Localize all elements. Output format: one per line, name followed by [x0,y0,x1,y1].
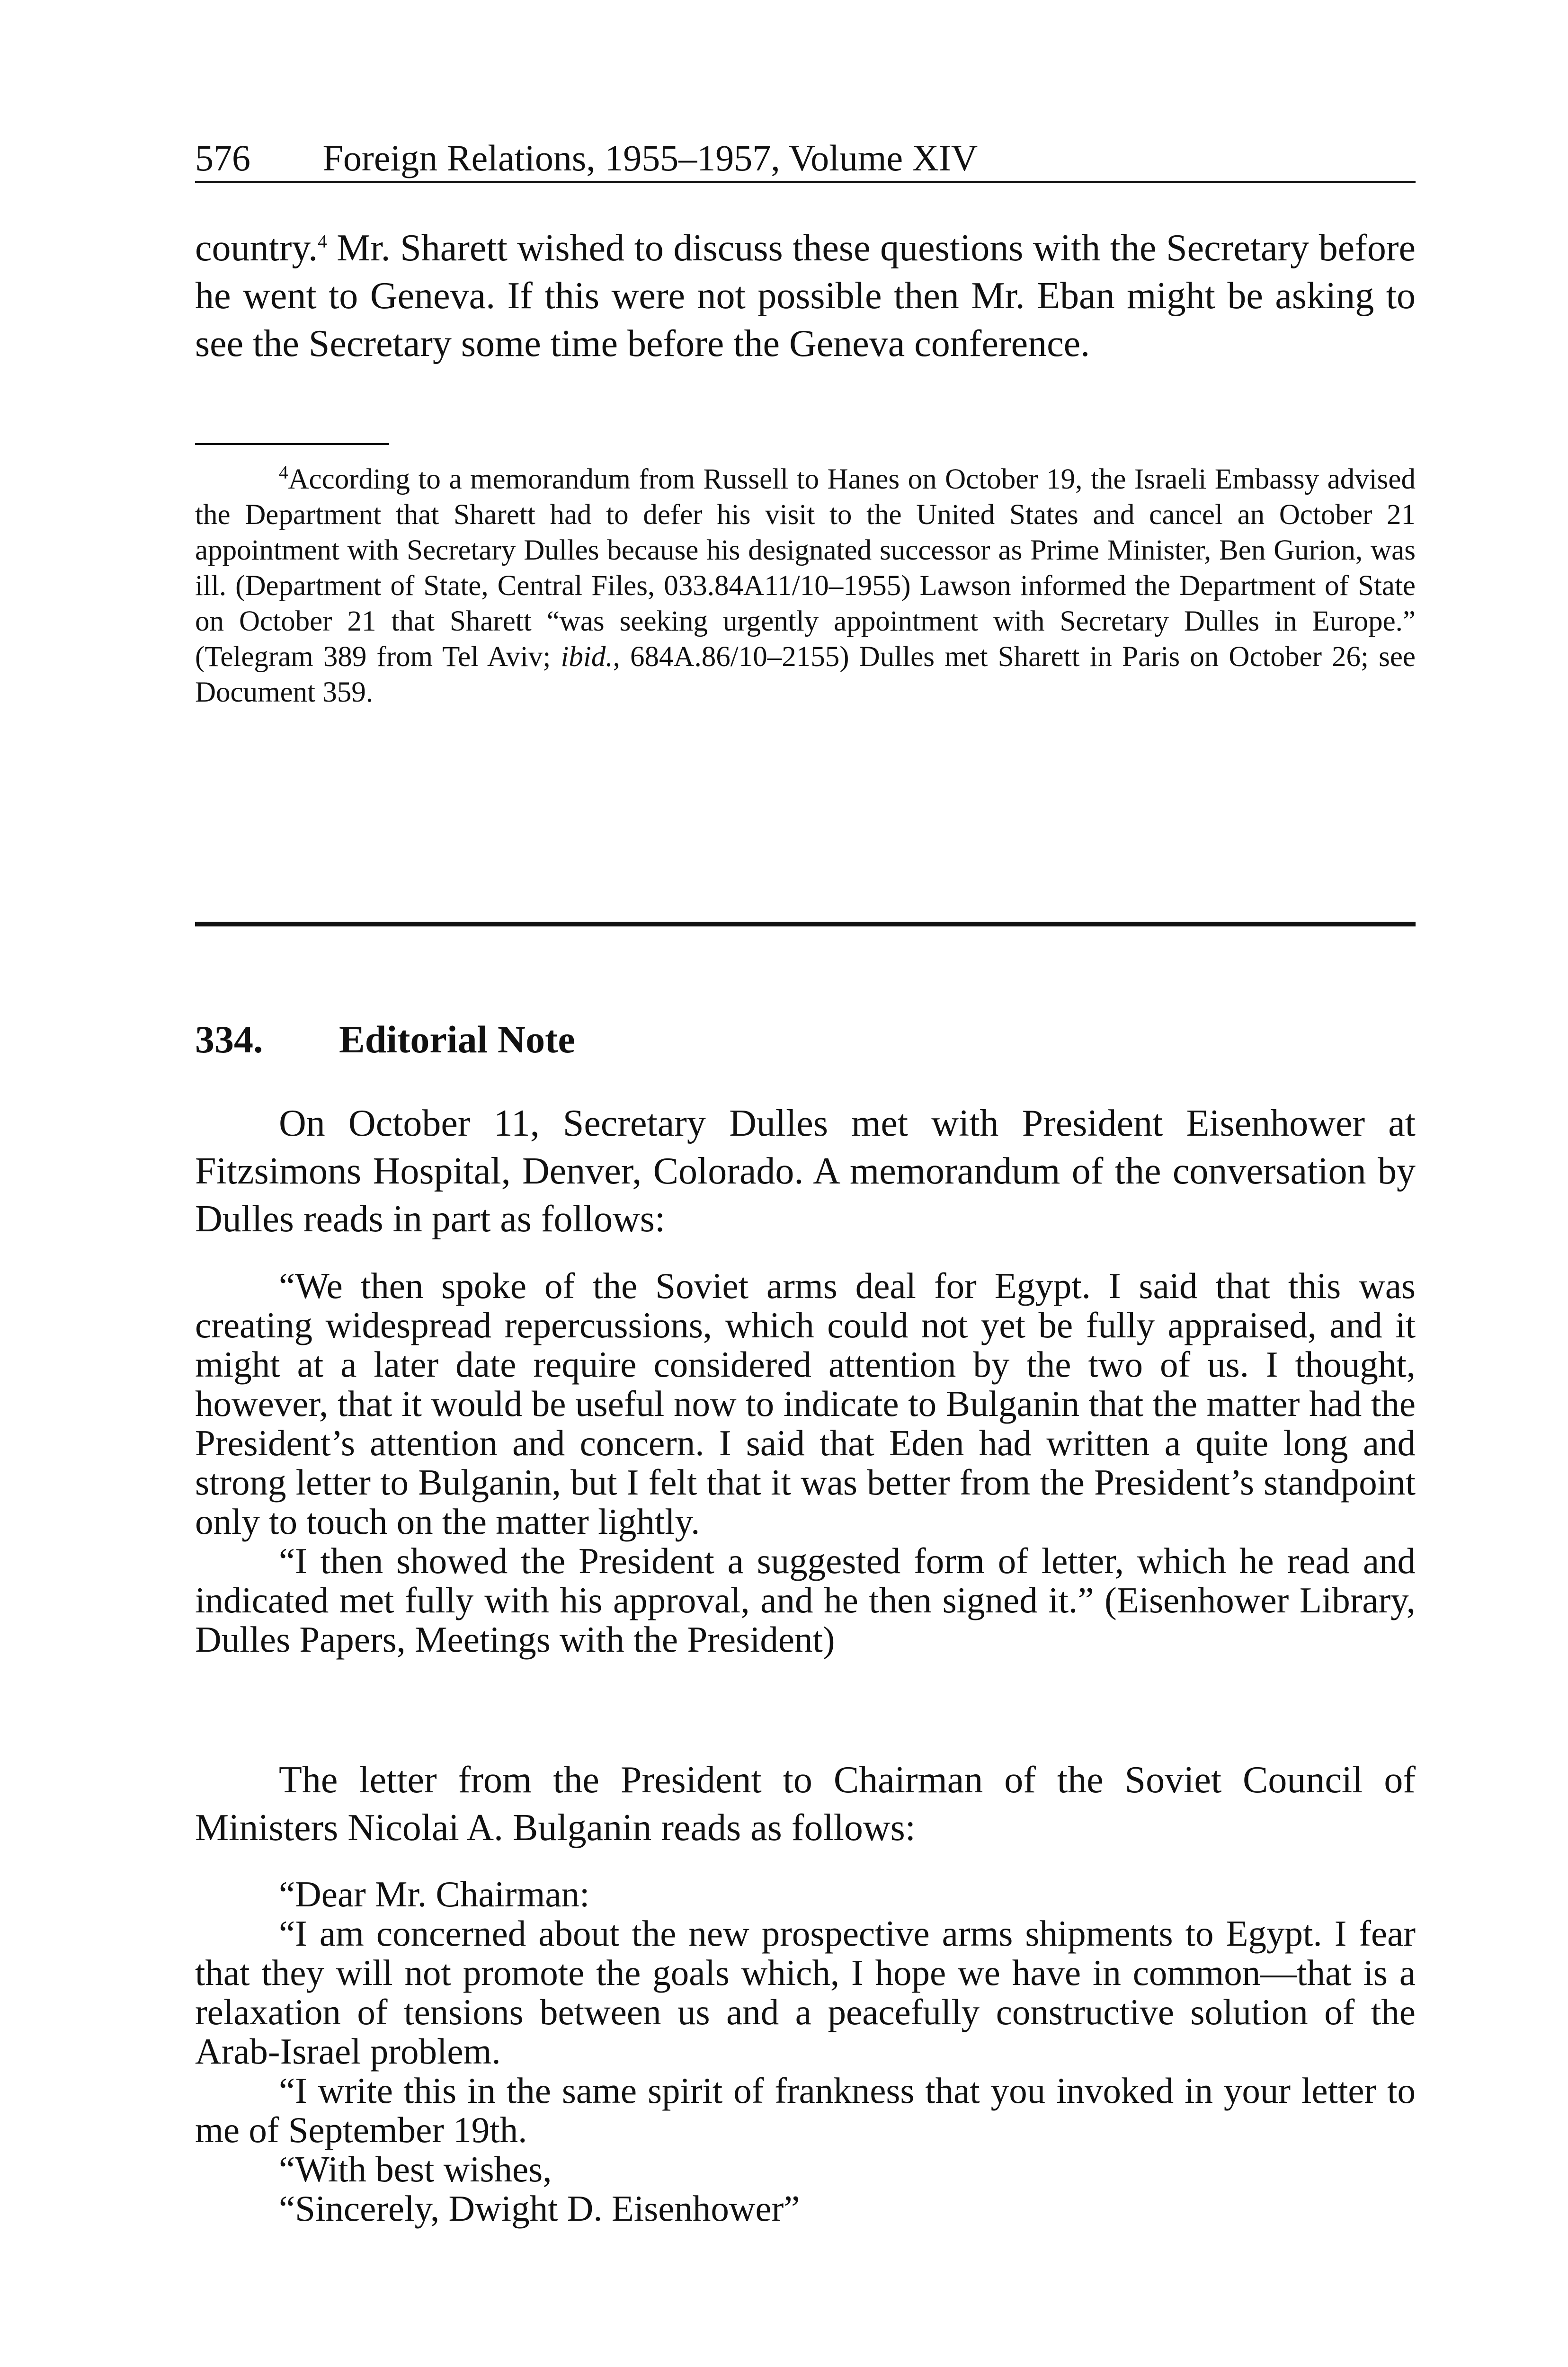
continued-paragraph [195,224,1416,368]
running-title: Foreign Relations, 1955–1957, Volume XIV [322,137,978,178]
memorandum-quote-paragraph: “We then spoke of the Soviet arms deal for Egypt. I said that this was creating widespread repercussions, which could not yet be fully appraised, and it might at a later date require considered attention by the two of us. I thought, however, that it would be useful now to indicate to Bulganin that the matter had the President’s attention and concern. I said that Eden had written a quite long and strong letter to Bulganin, but I felt that it was better from the President’s standpoint only to touch on the matter lightly. [195,1265,1416,1542]
letter-paragraph: “I write this in the same spirit of frankness that you invoked in your letter to me of September 19th. [195,2070,1416,2150]
editorial-note-intro [195,1100,1416,1243]
section-title: Editorial Note [339,1018,575,1061]
continued-paragraph-end: Mr. Sharett wished to discuss these questions with the Secretary before he went to Geneva. If this were not possible then Mr. Eban might be asking to see the Secretary some time before the Geneva conference. [195,227,1416,365]
footnote-divider [195,443,389,445]
letter-intro-paragraph: The letter from the President to Chairman of the Soviet Council of Ministers Nicolai A. Bulganin reads as follows: [195,1759,1416,1849]
footnote [195,462,1416,710]
footnote-ibid: ibid. [561,641,613,673]
continued-paragraph-start: country. [195,227,318,269]
section-number: 334. [195,1018,263,1061]
memorandum-quote-paragraph: “I then showed the President a suggested form of letter, which he read and indicated met fully with his approval, and he then signed it.” (Eisenhower Library, Dulles Papers, Meetings with the President) [195,1540,1416,1660]
continued-paragraph-section [195,224,1416,368]
memorandum-quotation [195,1266,1416,1659]
footnote-text-start: According to a memorandum from Russell to Hanes on October 19, the Israeli Embassy advised the Department that Sharett had to defer his visit to the United States and cancel an October 21 appointment with Secretary Dulles because his designated successor as Prime Minister, Ben Gurion, was ill. (Department of State, Central Files, 033.84A11/10–1955) Lawson informed the Department of State on October 21 that Sharett “was seeking urgently appointment with Secretary Dulles in Europe.” (Telegram 389 from Tel Aviv; [195,463,1416,673]
presidential-letter [195,1875,1416,2228]
running-header [195,135,1416,183]
footnote-text-end: , 684A.86/10–2155) Dulles met Sharett in Paris on October 26; see Document 359. [195,641,1416,708]
footnote-paragraph [195,462,1416,710]
letter-introduction [195,1756,1416,1852]
editorial-note-heading [195,1016,1416,1063]
section-divider [195,922,1416,926]
page-number: 576 [195,137,250,178]
letter-signature: “Sincerely, Dwight D. Eisenhower” [279,2188,800,2229]
footnote-reference-marker: 4 [318,231,327,252]
editorial-note-intro-paragraph: On October 11, Secretary Dulles met with President Eisenhower at Fitzsimons Hospital, Denver, Colorado. A memorandum of the conversation by Dulles reads in part as follows: [195,1103,1416,1240]
footnote-marker: 4 [279,462,288,483]
letter-paragraph: “I am concerned about the new prospective arms shipments to Egypt. I fear that they will not promote the goals which, I hope we have in common—that is a relaxation of tensions between us and a peacefully constructive solution of the Arab-Israel problem. [195,1913,1416,2072]
letter-closing: “With best wishes, [279,2149,552,2189]
letter-salutation: “Dear Mr. Chairman: [279,1874,590,1914]
